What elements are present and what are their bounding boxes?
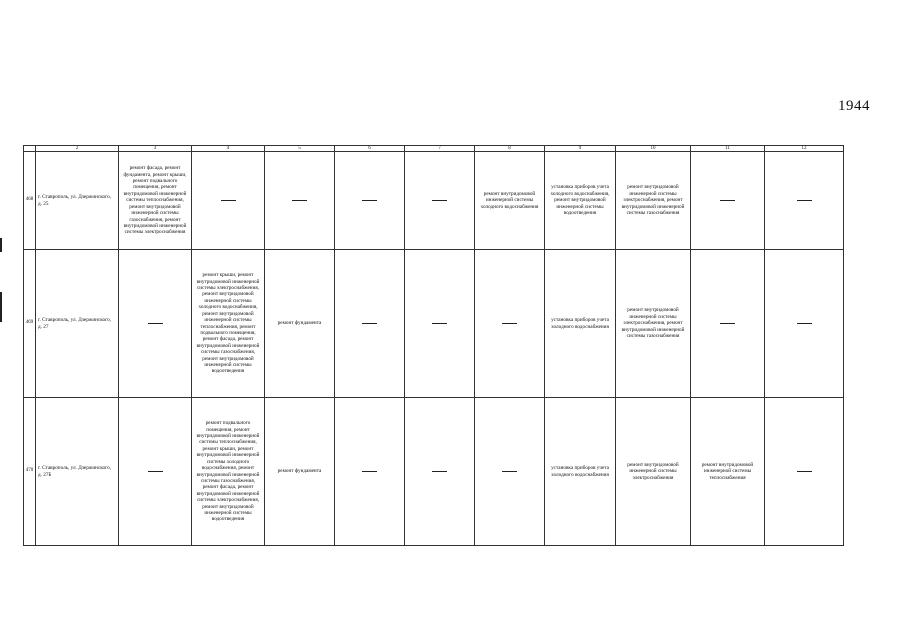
dash-icon xyxy=(362,323,377,324)
dash-icon xyxy=(362,200,377,201)
empty-cell xyxy=(265,152,335,250)
row-number: 470 xyxy=(24,398,36,546)
empty-cell xyxy=(405,250,475,398)
empty-cell xyxy=(335,250,405,398)
table-row xyxy=(24,250,844,398)
dash-icon xyxy=(432,323,447,324)
dash-icon xyxy=(148,471,163,472)
row-number: 468 xyxy=(24,152,36,250)
empty-cell xyxy=(405,398,475,546)
empty-cell xyxy=(475,250,545,398)
work-cell: ремонт внутридомовой инженерной системы теплоснабжения xyxy=(691,398,765,546)
row-number: 469 xyxy=(24,250,36,398)
column-header: 12 xyxy=(765,146,844,152)
work-cell: ремонт внутридомовой инженерной системы электроснабжения, ремонт внутридомовой инженерной системы газоснабжения xyxy=(616,250,691,398)
empty-cell xyxy=(192,152,265,250)
work-cell: ремонт внутридомовой инженерной системы электроснабжения, ремонт внутридомовой инженерной системы газоснабжения xyxy=(616,152,691,250)
table-row xyxy=(24,152,844,250)
column-header: 5 xyxy=(265,146,335,152)
dash-icon xyxy=(432,471,447,472)
address-cell: г. Ставрополь, ул. Дзержинского, д. 25 xyxy=(36,152,119,250)
work-cell: ремонт фундамента xyxy=(265,250,335,398)
work-cell: ремонт фундамента xyxy=(265,398,335,546)
empty-cell xyxy=(765,398,844,546)
address-cell: г. Ставрополь, ул. Дзержинского, д. 27 xyxy=(36,250,119,398)
empty-cell xyxy=(335,398,405,546)
work-cell: ремонт внутридомовой инженерной системы электроснабжения xyxy=(616,398,691,546)
table-row xyxy=(24,398,844,546)
work-cell: ремонт подвального помещения, ремонт внутридомовой инженерной системы теплоснабжения, ремонт крыши, ремонт внутридомовой инженерной системы холодного водоснабжения, ремонт внутридомовой инженерной системы газоснабжения, ремонт фасада, ремонт внутридомовой инженерной системы электроснабжения, ремонт внутридомовой инженерной системы водоотведения xyxy=(192,398,265,546)
empty-cell xyxy=(765,152,844,250)
empty-cell xyxy=(691,152,765,250)
dash-icon xyxy=(797,200,812,201)
column-header: 8 xyxy=(475,146,545,152)
dash-icon xyxy=(502,471,517,472)
dash-icon xyxy=(148,323,163,324)
empty-cell xyxy=(405,152,475,250)
column-header: 9 xyxy=(545,146,616,152)
column-header: 7 xyxy=(405,146,475,152)
dash-icon xyxy=(502,323,517,324)
empty-cell xyxy=(119,398,192,546)
column-header: 10 xyxy=(616,146,691,152)
work-cell: ремонт фасада, ремонт фундамента, ремонт крыши, ремонт подвального помещения, ремонт внутридомовой инженерной системы теплоснабжения, ремонт внутридомовой инженерной системы газоснабжения, ремонт внутридомовой инженерной системы электроснабжения xyxy=(119,152,192,250)
empty-cell xyxy=(475,398,545,546)
work-cell: ремонт внутридомовой инженерной системы холодного водоснабжения xyxy=(475,152,545,250)
work-cell: установка приборов учета холодного водоснабжения, ремонт внутридомовой инженерной системы водоотведения xyxy=(545,152,616,250)
dash-icon xyxy=(292,200,307,201)
empty-cell xyxy=(691,250,765,398)
empty-cell xyxy=(119,250,192,398)
empty-cell xyxy=(335,152,405,250)
left-margin-mark xyxy=(0,238,2,252)
column-header: 11 xyxy=(691,146,765,152)
column-header: 6 xyxy=(335,146,405,152)
dash-icon xyxy=(797,471,812,472)
dash-icon xyxy=(720,323,735,324)
dash-icon xyxy=(720,200,735,201)
dash-icon xyxy=(362,471,377,472)
address-cell: г. Ставрополь, ул. Дзержинского, д. 27Б xyxy=(36,398,119,546)
left-margin-mark xyxy=(0,292,2,322)
work-cell: ремонт крыши, ремонт внутридомовой инженерной системы электроснабжения, ремонт внутридомовой инженерной системы холодного водоснабжения, ремонт внутридомовой инженерной системы теплоснабжения, ремонт подвального помещения, ремонт фасада, ремонт внутридомовой инженерной системы газоснабжения, ремонт внутридомовой инженерной системы водоотведения xyxy=(192,250,265,398)
column-header: 2 xyxy=(36,146,119,152)
work-cell: установка приборов учета холодного водоснабжения xyxy=(545,398,616,546)
dash-icon xyxy=(221,200,236,201)
dash-icon xyxy=(797,323,812,324)
work-cell: установка приборов учета холодного водоснабжения xyxy=(545,250,616,398)
empty-cell xyxy=(765,250,844,398)
dash-icon xyxy=(432,200,447,201)
page-number: 1944 xyxy=(838,98,870,114)
column-header: 3 xyxy=(119,146,192,152)
column-header: 4 xyxy=(192,146,265,152)
works-table xyxy=(23,145,844,546)
